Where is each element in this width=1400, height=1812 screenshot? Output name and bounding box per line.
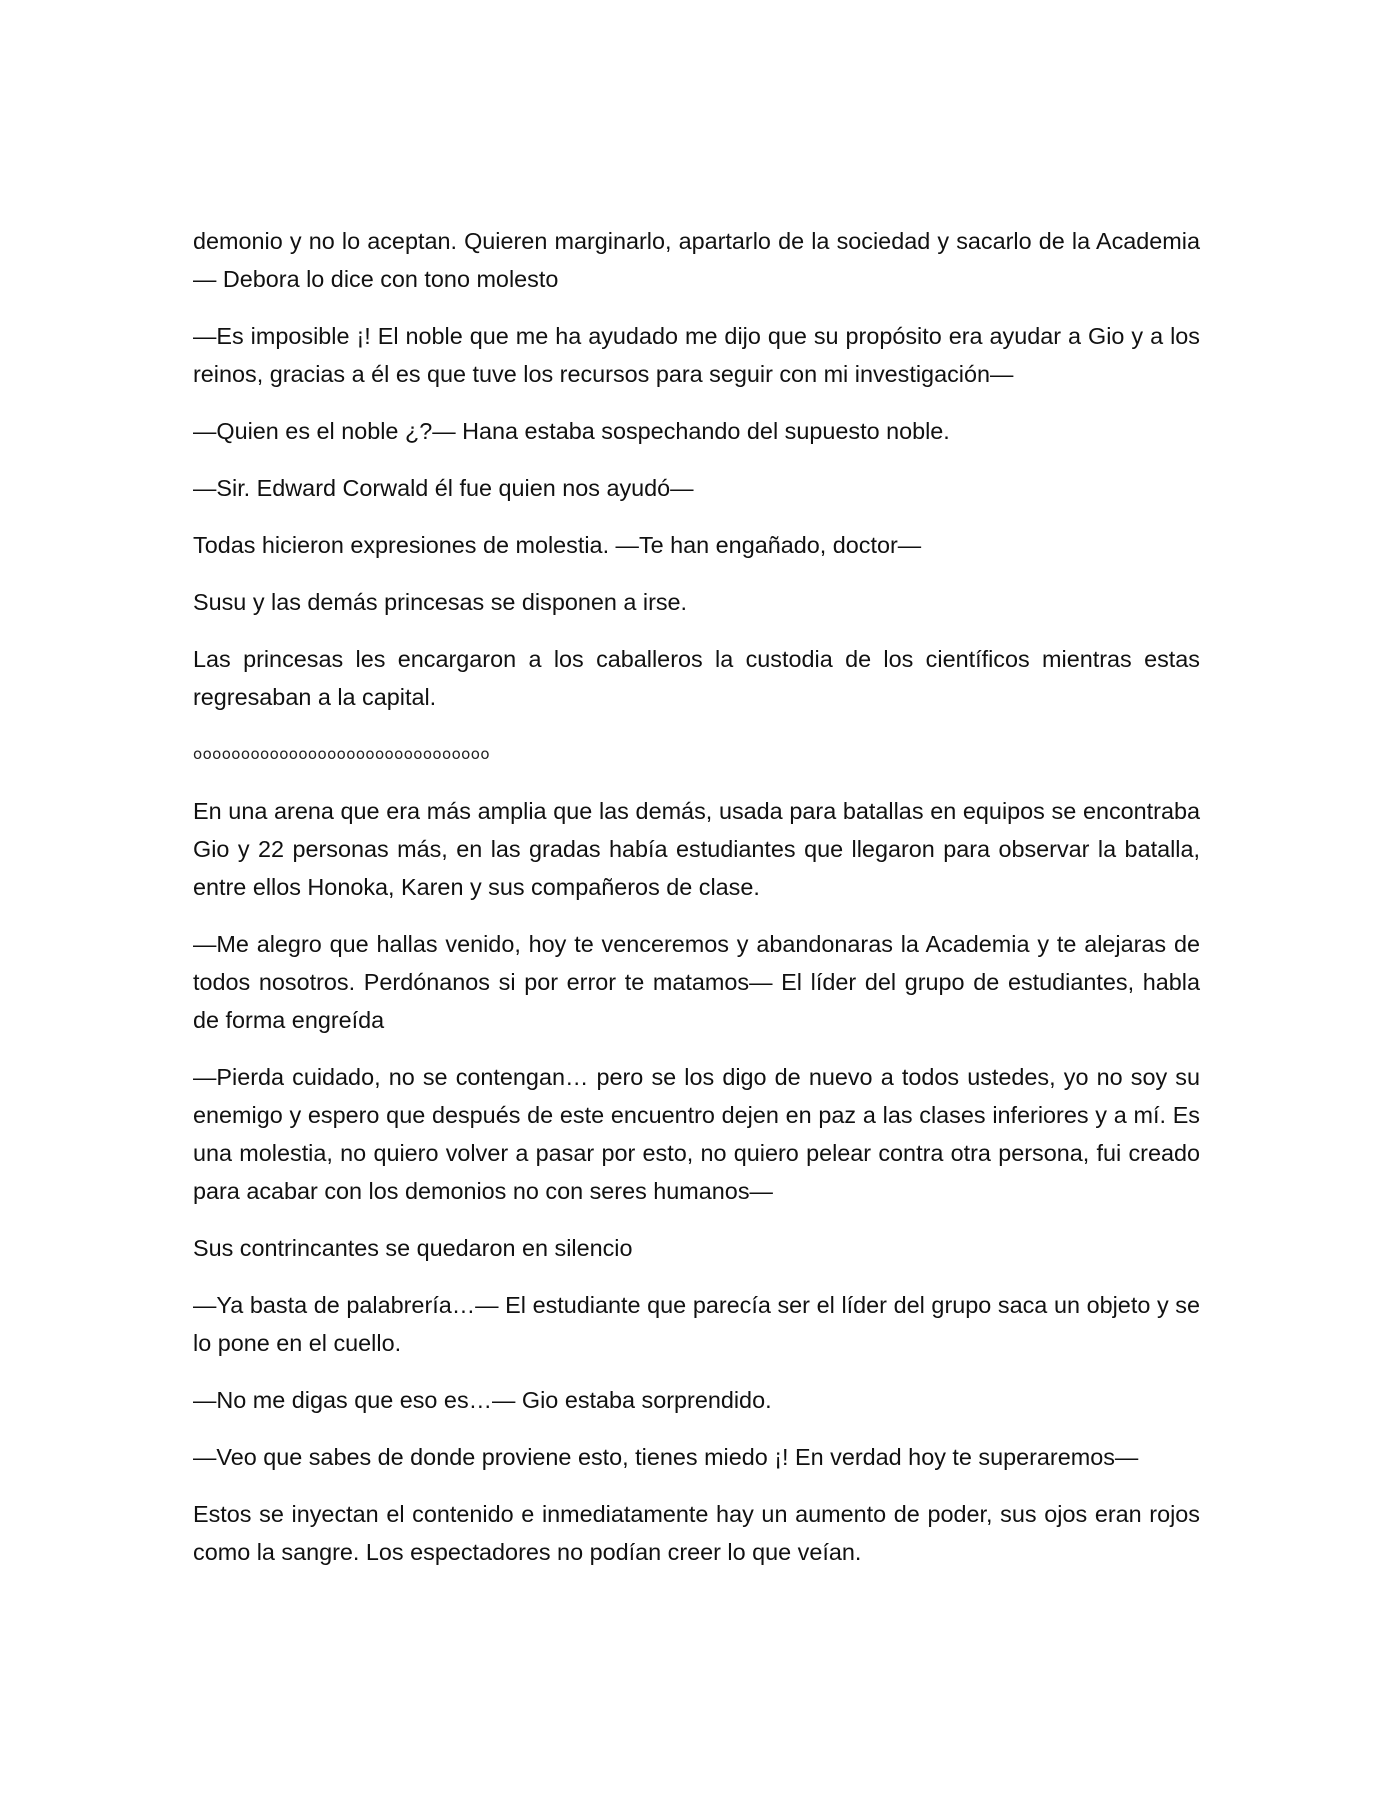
paragraph-9: —Me alegro que hallas venido, hoy te venceremos y abandonaras la Academia y te alejaras de todos nosotros. Perdónanos si por error te matamos— El líder del grupo de estudiantes, habla de forma engreída bbox=[193, 931, 1200, 1033]
paragraph-13: —No me digas que eso es…— Gio estaba sorprendido. bbox=[193, 1387, 772, 1413]
paragraph-6: Susu y las demás princesas se disponen a irse. bbox=[193, 589, 688, 615]
paragraph-10: —Pierda cuidado, no se contengan… pero se los digo de nuevo a todos ustedes, yo no soy su enemigo y espero que después de este encuentro dejen en paz a las clases inferiores y a mí. Es una molestia, no quiero volver a pasar por esto, no quiero pelear contra otra persona, fui creado para acabar con los demonios no con seres humanos— bbox=[193, 1064, 1200, 1204]
paragraph-1: demonio y no lo aceptan. Quieren marginarlo, apartarlo de la sociedad y sacarlo de la Academia— Debora lo dice con tono molesto bbox=[193, 228, 1200, 292]
paragraph-14: —Veo que sabes de donde proviene esto, tienes miedo ¡! En verdad hoy te superaremos— bbox=[193, 1444, 1139, 1470]
paragraph-7: Las princesas les encargaron a los caballeros la custodia de los científicos mientras estas regresaban a la capital. bbox=[193, 646, 1200, 710]
document-page bbox=[193, 222, 1200, 1590]
paragraph-5: Todas hicieron expresiones de molestia. —Te han engañado, doctor— bbox=[193, 532, 922, 558]
scene-separator: ooooooooooooooooooooooooooooooo bbox=[193, 745, 490, 763]
paragraph-3: —Quien es el noble ¿?— Hana estaba sospechando del supuesto noble. bbox=[193, 418, 950, 444]
paragraph-4: —Sir. Edward Corwald él fue quien nos ayudó— bbox=[193, 475, 694, 501]
paragraph-2: —Es imposible ¡! El noble que me ha ayudado me dijo que su propósito era ayudar a Gio y a los reinos, gracias a él es que tuve los recursos para seguir con mi investigación— bbox=[193, 323, 1200, 387]
paragraph-8: En una arena que era más amplia que las demás, usada para batallas en equipos se encontraba Gio y 22 personas más, en las gradas había estudiantes que llegaron para observar la batalla, entre ellos Honoka, Karen y sus compañeros de clase. bbox=[193, 798, 1200, 900]
paragraph-12: —Ya basta de palabrería…— El estudiante que parecía ser el líder del grupo saca un objeto y se lo pone en el cuello. bbox=[193, 1292, 1200, 1356]
paragraph-15: Estos se inyectan el contenido e inmediatamente hay un aumento de poder, sus ojos eran rojos como la sangre. Los espectadores no podían creer lo que veían. bbox=[193, 1501, 1200, 1565]
paragraph-11: Sus contrincantes se quedaron en silencio bbox=[193, 1235, 633, 1261]
